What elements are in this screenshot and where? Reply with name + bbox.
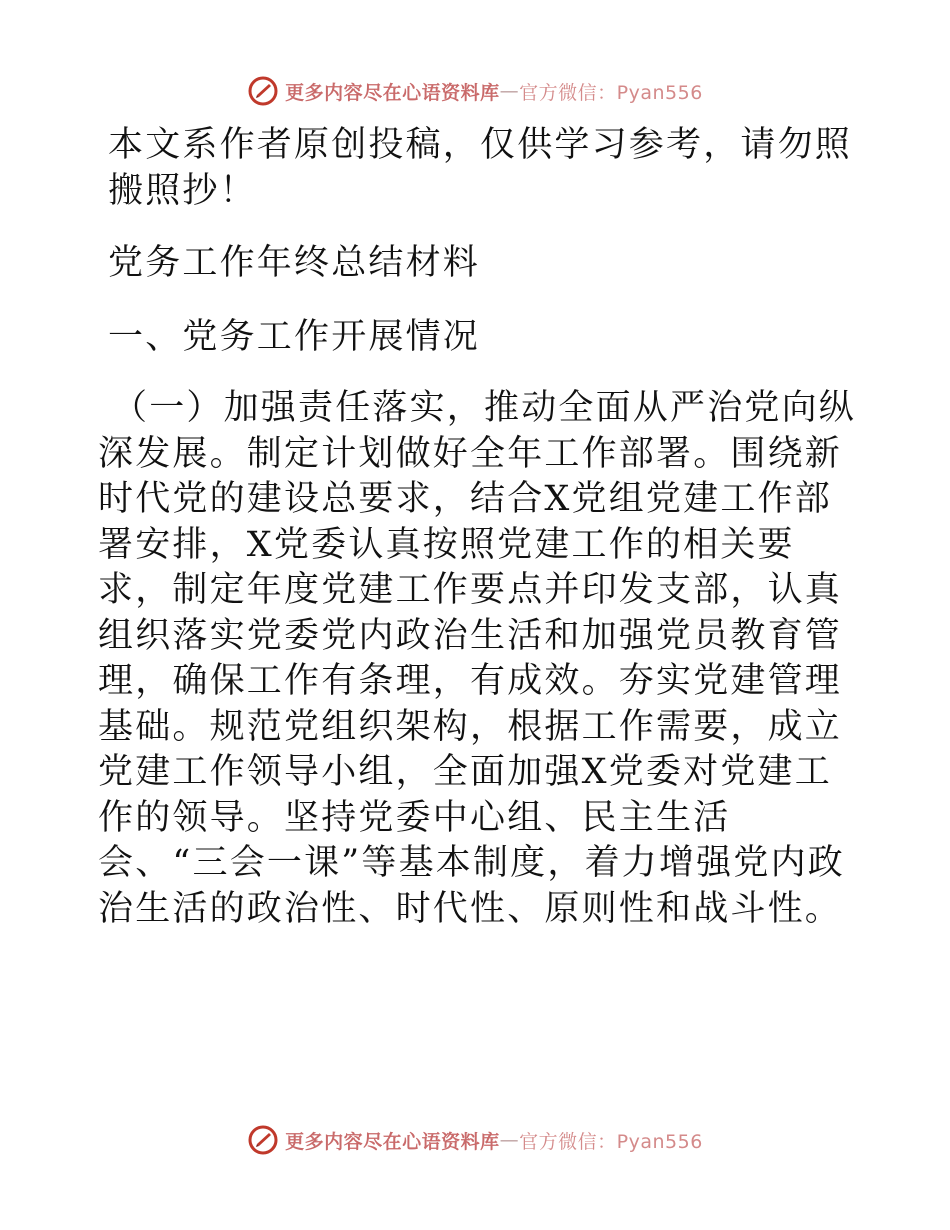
watermark-main-text: 更多内容尽在心语资料库 bbox=[285, 1130, 500, 1153]
watermark-wechat-text: 官方微信：Pyan556 bbox=[519, 1130, 703, 1153]
section-heading: 一、党务工作开展情况 bbox=[108, 317, 481, 357]
watermark-separator: — bbox=[499, 1129, 520, 1151]
body-paragraph: （一）加强责任落实，推动全面从严治党向纵深发展。制定计划做好全年工作部署。围绕新时代党的建设总要求，结合X党组党建工作部署安排，X党委认真按照党建工作的相关要求，制定年度党建工作要点并印发支部，认真组织落实党委党内政治生活和加强党员教育管理，确保工作有条理，有成效。夯实党建管理基础。规范党组织架构，根据工作需要，成立党建工作领导小组，全面加强X党委对党建工作的领导。坚持党委中心组、民主生活会、“三会一课”等基本制度，着力增强党内政治生活的政治性、时代性、原则性和战斗性。 bbox=[98, 388, 857, 929]
watermark-main-text: 更多内容尽在心语资料库 bbox=[285, 81, 500, 104]
watermark-separator: — bbox=[499, 80, 520, 102]
red-seal-logo-icon bbox=[247, 1124, 279, 1156]
red-seal-logo-icon bbox=[247, 75, 279, 107]
header-watermark bbox=[0, 74, 950, 108]
document-title: 党务工作年终总结材料 bbox=[108, 243, 481, 283]
footer-watermark bbox=[0, 1123, 950, 1157]
watermark-wechat-text: 官方微信：Pyan556 bbox=[519, 81, 703, 104]
document-body bbox=[98, 122, 858, 932]
copyright-notice: 本文系作者原创投稿，仅供学习参考，请勿照搬照抄！ bbox=[108, 125, 853, 211]
